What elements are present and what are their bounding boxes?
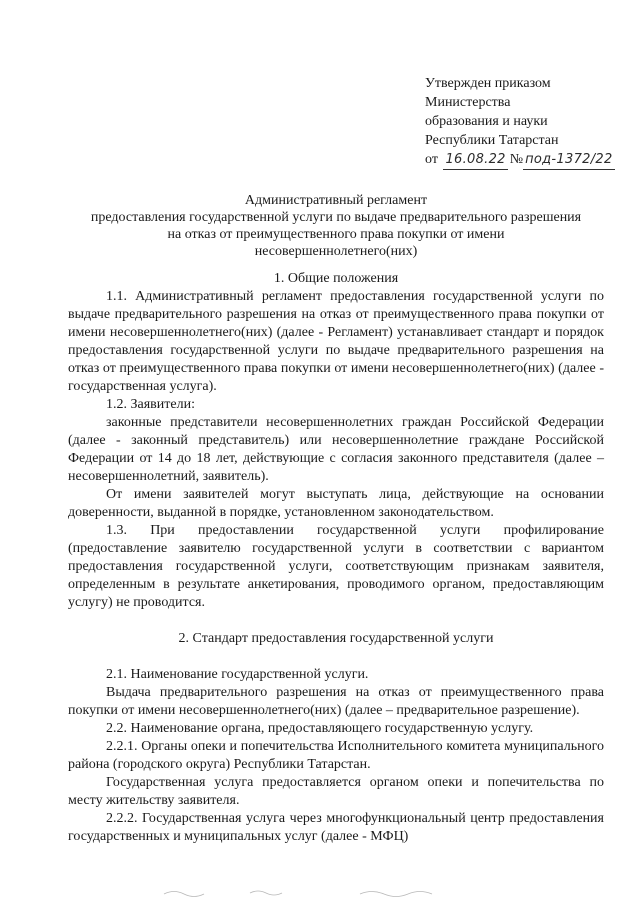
paragraph-1-3: 1.3. При предоставлении государственной услуги профилирование (предоставление заявителю государственной услуги в соответствии с вариантом предоставления государственной услуги, соответствующим признакам заявителя, определенным в результате анкетирования, проводимого органом, предоставляющим услугу) не проводится. [68,523,604,610]
paragraph-2-1: 2.1. Наименование государственной услуги. [106,667,369,682]
approval-number-label: № [509,152,524,167]
title-line-4: несовершеннолетнего(них) [254,244,418,259]
paragraph-1-2-a: законные представители несовершеннолетних граждан Российской Федерации (далее - законный представитель) или несовершеннолетние граждане Российской Федерации от 14 до 18 лет, действующие с согласия законного представителя (далее – несовершеннолетний, заявитель). [68,415,604,484]
paragraph-1-1: 1.1. Административный регламент предоставления государственной услуги по выдаче предварительного разрешения на отказ от преимущественного права покупки от имени несовершеннолетнего(них) (далее - Регламент) устанавливает стандарт и порядок предоставления государственной услуги по выдаче предварительного разрешения на отказ от преимущественного права покупки от имени несовершеннолетнего(них) (далее - государственная услуга). [68,289,604,394]
approval-handwritten-number: под-1372/22 [523,150,614,170]
document-body [68,270,604,846]
paragraph-2-2-1: 2.2.1. Органы опеки и попечительства Исполнительного комитета муниципального района (городского округа) Республики Татарстан. [68,739,604,772]
approval-line-1: Утвержден приказом [425,76,551,91]
spacer [68,612,604,630]
approval-line-3: образования и науки [425,114,548,129]
title-line-2: предоставления государственной услуги по выдаче предварительного разрешения [90,210,582,225]
approval-order-line [425,150,635,170]
scan-artifact-scribble [160,888,480,898]
paragraph-2-2-2: 2.2.2. Государственная услуга через многофункциональный центр предоставления государственных и муниципальных услуг (далее - МФЦ) [68,811,604,844]
section-2-heading: 2. Стандарт предоставления государственной услуги [178,631,494,646]
spacer [68,648,604,666]
paragraph-2-1-a: Выдача предварительного разрешения на отказ от преимущественного права покупки от имени несовершеннолетнего(них) (далее – предварительное разрешение). [68,685,604,718]
approval-line-4: Республики Татарстан [425,133,559,148]
paragraph-1-2-b: От имени заявителей могут выступать лица, действующие на основании доверенности, выданной в порядке, установленном законодательством. [68,487,604,520]
approval-handwritten-date: 16.08.22 [443,150,507,170]
paragraph-2-2-1-a: Государственная услуга предоставляется органом опеки и попечительства по месту жительству заявителя. [68,775,604,808]
title-line-1: Административный регламент [244,193,428,208]
approval-line-2: Министерства [425,95,511,110]
paragraph-1-2: 1.2. Заявители: [106,397,195,412]
document-title [68,192,604,260]
approval-stamp-block [425,74,635,170]
paragraph-2-2: 2.2. Наименование органа, предоставляющего государственную услугу. [106,721,534,736]
section-1-heading: 1. Общие положения [273,271,399,286]
approval-from-label: от [425,152,438,167]
title-line-3: на отказ от преимущественного права покупки от имени [167,227,505,242]
